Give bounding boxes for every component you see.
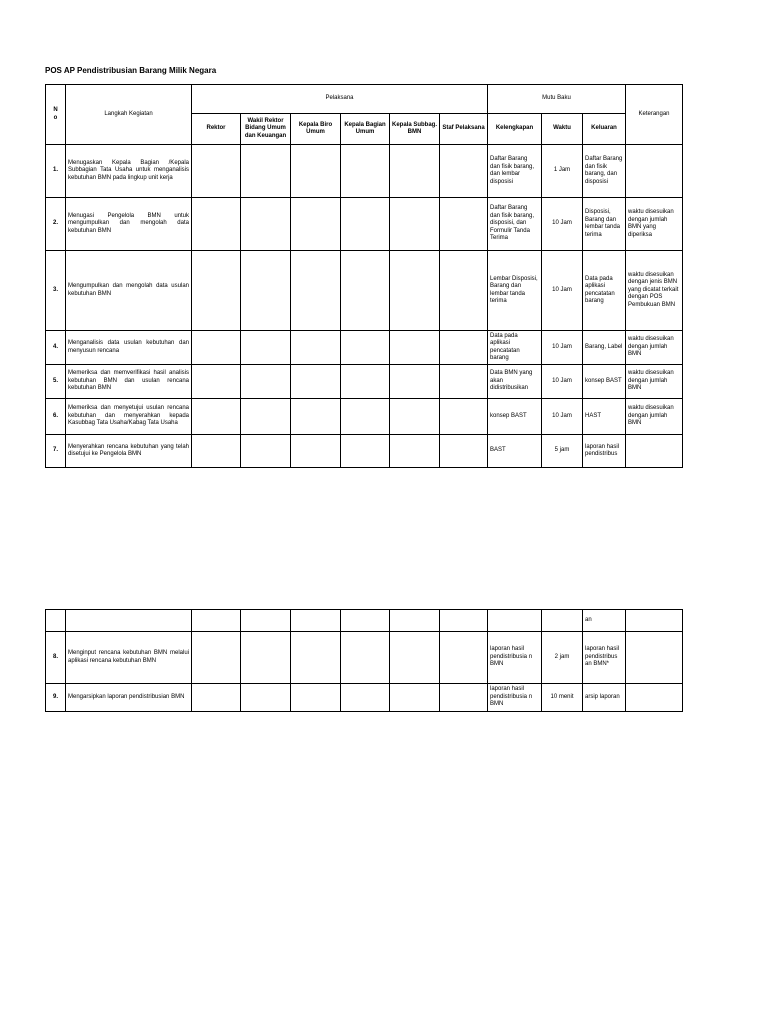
step-number: 5. [46,365,66,399]
cell-pelaksana-5 [390,198,440,251]
cell-waktu: 10 Jam [542,399,583,435]
step-number: 7. [46,435,66,468]
cell-pelaksana-2 [241,632,291,684]
pos-table [45,84,683,468]
cell-pelaksana-1 [192,331,241,365]
cell-pelaksana-5 [390,365,440,399]
cell-pelaksana-1 [192,684,241,712]
header-langkah-kegiatan: Langkah Kegiatan [66,85,192,145]
cell-pelaksana-2 [241,145,291,198]
cell-waktu: 10 Jam [542,251,583,331]
cell-pelaksana-1 [192,632,241,684]
cell-pelaksana-6 [440,632,488,684]
cell-pelaksana-3 [291,365,341,399]
cell-waktu: 10 Jam [542,365,583,399]
cell-pelaksana-3 [291,684,341,712]
cell-kegiatan: Menganalisis data usulan kebutuhan dan menyusun rencana [66,331,192,365]
cell-keluaran: konsep BAST [583,365,626,399]
cell-pelaksana-6 [440,365,488,399]
cell-pelaksana-3 [291,198,341,251]
cell-pelaksana-5 [390,684,440,712]
step-number: 9. [46,684,66,712]
cell-pelaksana-5 [390,435,440,468]
step-number: 8. [46,632,66,684]
step-number: 3. [46,251,66,331]
header-keterangan: Keterangan [626,85,683,145]
document-title: POS AP Pendistribusian Barang Milik Negara [45,66,217,75]
cell-pelaksana-6 [440,145,488,198]
cell-pelaksana-6 [440,435,488,468]
step-number: 1. [46,145,66,198]
cell-waktu: 2 jam [542,632,583,684]
table-row [46,632,683,684]
cell-waktu: 10 Jam [542,198,583,251]
cell-pelaksana-4 [341,684,390,712]
cell-pelaksana-1 [192,198,241,251]
cell-waktu: 10 menit [542,684,583,712]
header-keluaran: Keluaran [583,114,626,145]
table-row [46,331,683,365]
table-row [46,198,683,251]
cell-keluaran: Disposisi, Barang dan lembar tanda terima [583,198,626,251]
cell-kegiatan: Mengumpulkan dan mengolah data usulan kebutuhan BMN [66,251,192,331]
cell-kegiatan: Memeriksa dan menyetujui usulan rencana kebutuhan dan menyerahkan kepada Kasubbag Tata Usaha/Kabag Tata Usaha [66,399,192,435]
cell-keterangan: waktu disesuikan dengan jumlah BMN [626,399,683,435]
header-kepala-subbag-bmn: Kepala Subbag. BMN [390,114,440,145]
header-kepala-biro-umum: Kepala Biro Umum [291,114,341,145]
cell-kegiatan: Menugaskan Kepala Bagian /Kepala Subbagian Tata Usaha untuk menganalisis kebutuhan BMN pada lingkup unit kerja [66,145,192,198]
cell-pelaksana-6 [440,399,488,435]
cell-keterangan [626,684,683,712]
cell-keluaran: laporan hasil pendistribus an BMN* [583,632,626,684]
cell-kelengkapan: Daftar Barang dan fisik barang, disposisi, dan Formulir Tanda Terima [488,198,542,251]
cell-keluaran: HAST [583,399,626,435]
table-row [46,145,683,198]
cell-pelaksana-2 [241,435,291,468]
cell-pelaksana-5 [390,251,440,331]
cell-pelaksana-6 [440,684,488,712]
table-row [46,610,683,632]
cell-kelengkapan: Data pada aplikasi pencatatan barang [488,331,542,365]
cell-pelaksana-4 [341,399,390,435]
table-row [46,684,683,712]
cell-kelengkapan: BAST [488,435,542,468]
cell-keluaran: an [583,610,626,632]
header-rektor: Rektor [192,114,241,145]
cell-keterangan: waktu disesuikan dengan jenis BMN yang dicatat terkait dengan POS Pembukuan BMN [626,251,683,331]
cell-keterangan: waktu disesuikan dengan jumlah BMN [626,331,683,365]
header-staf-pelaksana: Staf Pelaksana [440,114,488,145]
cell-pelaksana-3 [291,435,341,468]
cell-pelaksana-2 [241,331,291,365]
cell-kelengkapan: laporan hasil pendistribusia n BMN [488,632,542,684]
header-no: N o [46,85,66,145]
cell-keluaran: laporan hasil pendistribus [583,435,626,468]
cell-pelaksana-6 [440,331,488,365]
cell-pelaksana-2 [241,198,291,251]
cell-pelaksana-5 [390,331,440,365]
cell-pelaksana-3 [291,399,341,435]
cell-keluaran: Data pada aplikasi pencatatan barang [583,251,626,331]
header-kepala-bagian-umum: Kepala Bagian Umum [341,114,390,145]
cell-kegiatan: Menginput rencana kebutuhan BMN melalui aplikasi rencana kebutuhan BMN [66,632,192,684]
cell-pelaksana-5 [390,145,440,198]
cell-kelengkapan: Lembar Disposisi, Barang dan lembar tanda terima [488,251,542,331]
pos-table-continued [45,609,683,712]
step-number: 2. [46,198,66,251]
cell-pelaksana-4 [341,632,390,684]
cell-pelaksana-1 [192,399,241,435]
cell-pelaksana-3 [291,145,341,198]
cell-pelaksana-2 [241,684,291,712]
cell-kelengkapan: laporan hasil pendistribusia n BMN [488,684,542,712]
table-row [46,435,683,468]
cell-pelaksana-1 [192,251,241,331]
header-wakil-rektor: Wakil Rektor Bidang Umum dan Keuangan [241,114,291,145]
cell-pelaksana-2 [241,399,291,435]
cell-pelaksana-6 [440,198,488,251]
cell-kegiatan: Mengarsipkan laporan pendistribusian BMN [66,684,192,712]
cell-pelaksana-4 [341,145,390,198]
step-number: 4. [46,331,66,365]
header-waktu: Waktu [542,114,583,145]
cell-kegiatan: Memeriksa dan memverifikasi hasil analisis kebutuhan BMN dan usulan rencana kebutuhan BMN [66,365,192,399]
cell-pelaksana-3 [291,632,341,684]
header-mutu-baku: Mutu Baku [488,85,626,114]
cell-keluaran: Daftar Barang dan fisik barang, dan disposisi [583,145,626,198]
cell-kelengkapan: Data BMN yang akan didistribusikan [488,365,542,399]
cell-kegiatan: Menyerahkan rencana kebutuhan yang telah disetujui ke Pengelola BMN [66,435,192,468]
step-number: 6. [46,399,66,435]
cell-pelaksana-1 [192,145,241,198]
cell-waktu: 5 jam [542,435,583,468]
cell-pelaksana-5 [390,399,440,435]
cell-pelaksana-5 [390,632,440,684]
cell-pelaksana-4 [341,365,390,399]
cell-pelaksana-4 [341,435,390,468]
cell-pelaksana-2 [241,251,291,331]
cell-pelaksana-4 [341,198,390,251]
cell-waktu: 10 Jam [542,331,583,365]
cell-waktu: 1 Jam [542,145,583,198]
table-row [46,251,683,331]
header-kelengkapan: Kelengkapan [488,114,542,145]
table-row [46,399,683,435]
cell-keterangan: waktu disesuikan dengan jumlah BMN [626,365,683,399]
cell-pelaksana-4 [341,331,390,365]
cell-keterangan [626,632,683,684]
cell-pelaksana-1 [192,365,241,399]
cell-pelaksana-3 [291,251,341,331]
cell-kegiatan: Menugasi Pengelola BMN untuk mengumpulkan dan mengolah data kebutuhan BMN [66,198,192,251]
header-pelaksana: Pelaksana [192,85,488,114]
cell-pelaksana-3 [291,331,341,365]
cell-pelaksana-6 [440,251,488,331]
cell-keterangan [626,435,683,468]
cell-keterangan [626,145,683,198]
table-row [46,365,683,399]
cell-keterangan: waktu disesuikan dengan jumlah BMN yang diperiksa [626,198,683,251]
cell-kelengkapan: konsep BAST [488,399,542,435]
cell-keluaran: arsip laporan [583,684,626,712]
cell-pelaksana-4 [341,251,390,331]
cell-pelaksana-2 [241,365,291,399]
cell-pelaksana-1 [192,435,241,468]
cell-keluaran: Barang, Label [583,331,626,365]
cell-kelengkapan: Daftar Barang dan fisik barang, dan lembar disposisi [488,145,542,198]
